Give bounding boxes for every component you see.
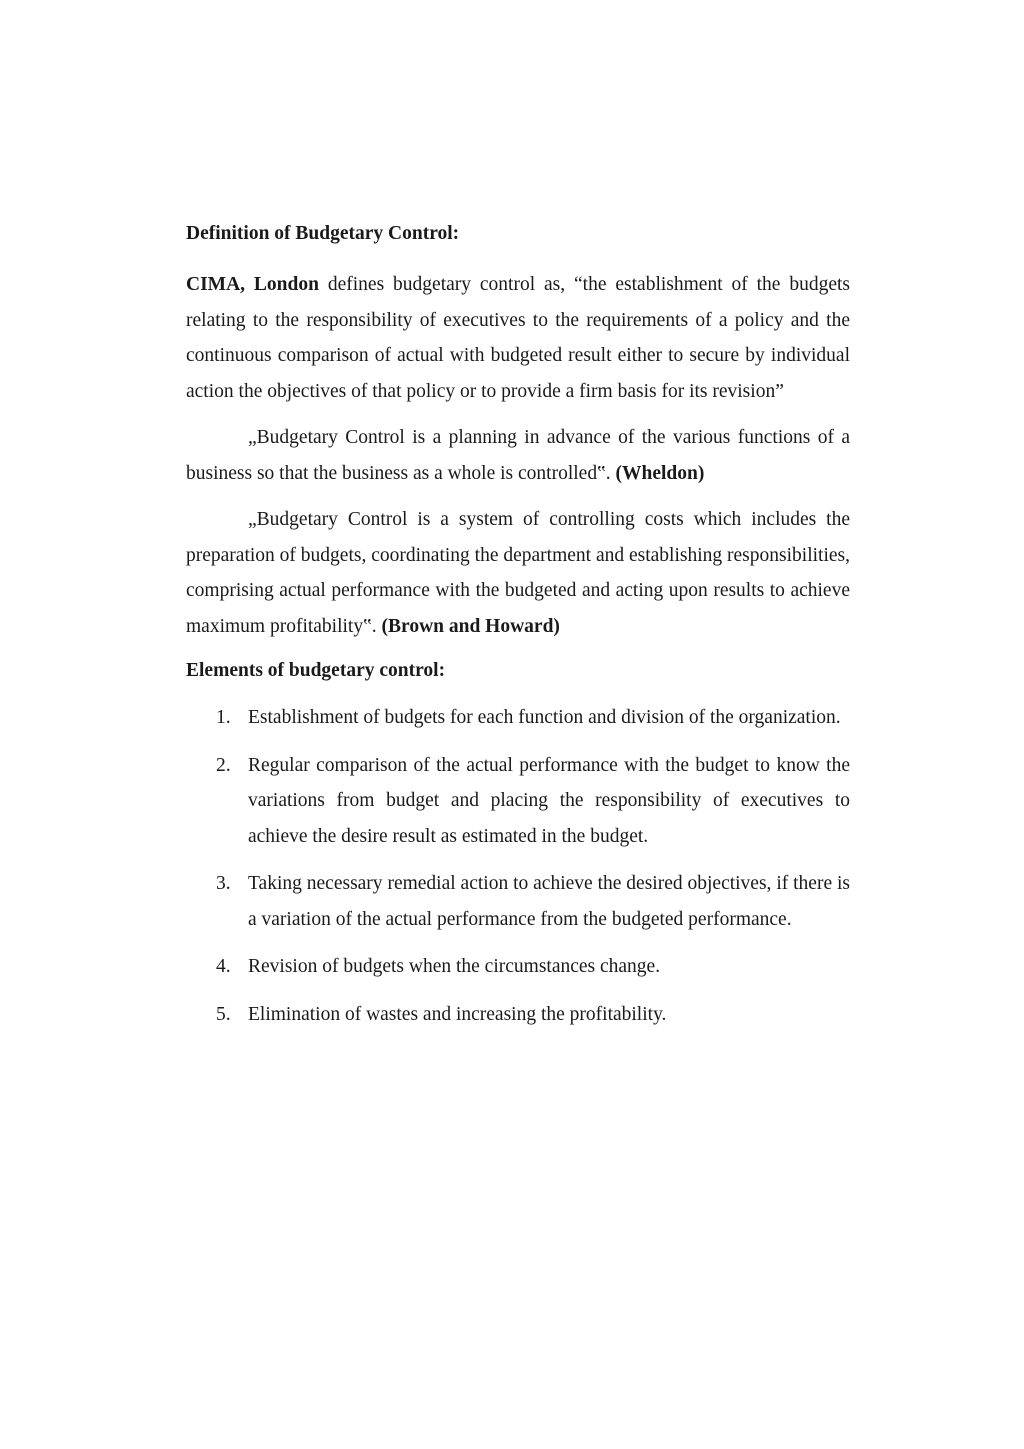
list-item (186, 866, 850, 937)
list-item (186, 748, 850, 855)
list-item-text: Establishment of budgets for each function and division of the organization. (248, 707, 841, 728)
wheldon-author: (Wheldon) (615, 462, 705, 484)
list-item-number: 5. (216, 1003, 231, 1025)
list-item-number: 3. (216, 873, 231, 894)
wheldon-quote-paragraph (186, 420, 850, 491)
list-item (186, 949, 850, 985)
definition-heading: Definition of Budgetary Control: (186, 223, 460, 244)
list-item-text: Elimination of wastes and increasing the profitability. (248, 1003, 667, 1025)
cima-definition-paragraph (186, 267, 850, 409)
list-item-text: Regular comparison of the actual performance with the budget to know the variations from budget and placing the responsibility of executives to achieve the desire result as estimated in the budget. (248, 754, 850, 847)
list-item (186, 997, 850, 1033)
list-item (186, 700, 850, 736)
list-item-number: 4. (216, 956, 231, 977)
wheldon-quote-text: „Budgetary Control is a planning in advance of the various functions of a business so that the business as a whole is controlled‟. (186, 427, 850, 484)
list-item-text: Taking necessary remedial action to achieve the desired objectives, if there is a variation of the actual performance from the budgeted performance. (248, 873, 850, 930)
list-item-number: 1. (216, 707, 231, 728)
elements-heading: Elements of budgetary control: (186, 660, 446, 681)
cima-source-label: CIMA, London (186, 274, 319, 295)
list-item-text: Revision of budgets when the circumstances change. (248, 956, 661, 977)
list-item-number: 2. (216, 754, 231, 776)
cima-definition-text: defines budgetary control as, “the establishment of the budgets relating to the responsibility of executives to the requirements of a policy and the continuous comparison of actual with budgeted result either to secure by individual action the objectives of that policy or to provide a firm basis for its revision” (186, 274, 850, 402)
brown-howard-quote-paragraph (186, 502, 850, 644)
brown-howard-quote-text: „Budgetary Control is a system of controlling costs which includes the preparation of budgets, coordinating the department and establishing responsibilities, comprising actual performance with the budgeted and acting upon results to achieve maximum profitability‟. (186, 509, 850, 637)
elements-list (186, 700, 850, 1032)
brown-howard-author: (Brown and Howard) (381, 615, 560, 637)
document-page (186, 220, 850, 1044)
